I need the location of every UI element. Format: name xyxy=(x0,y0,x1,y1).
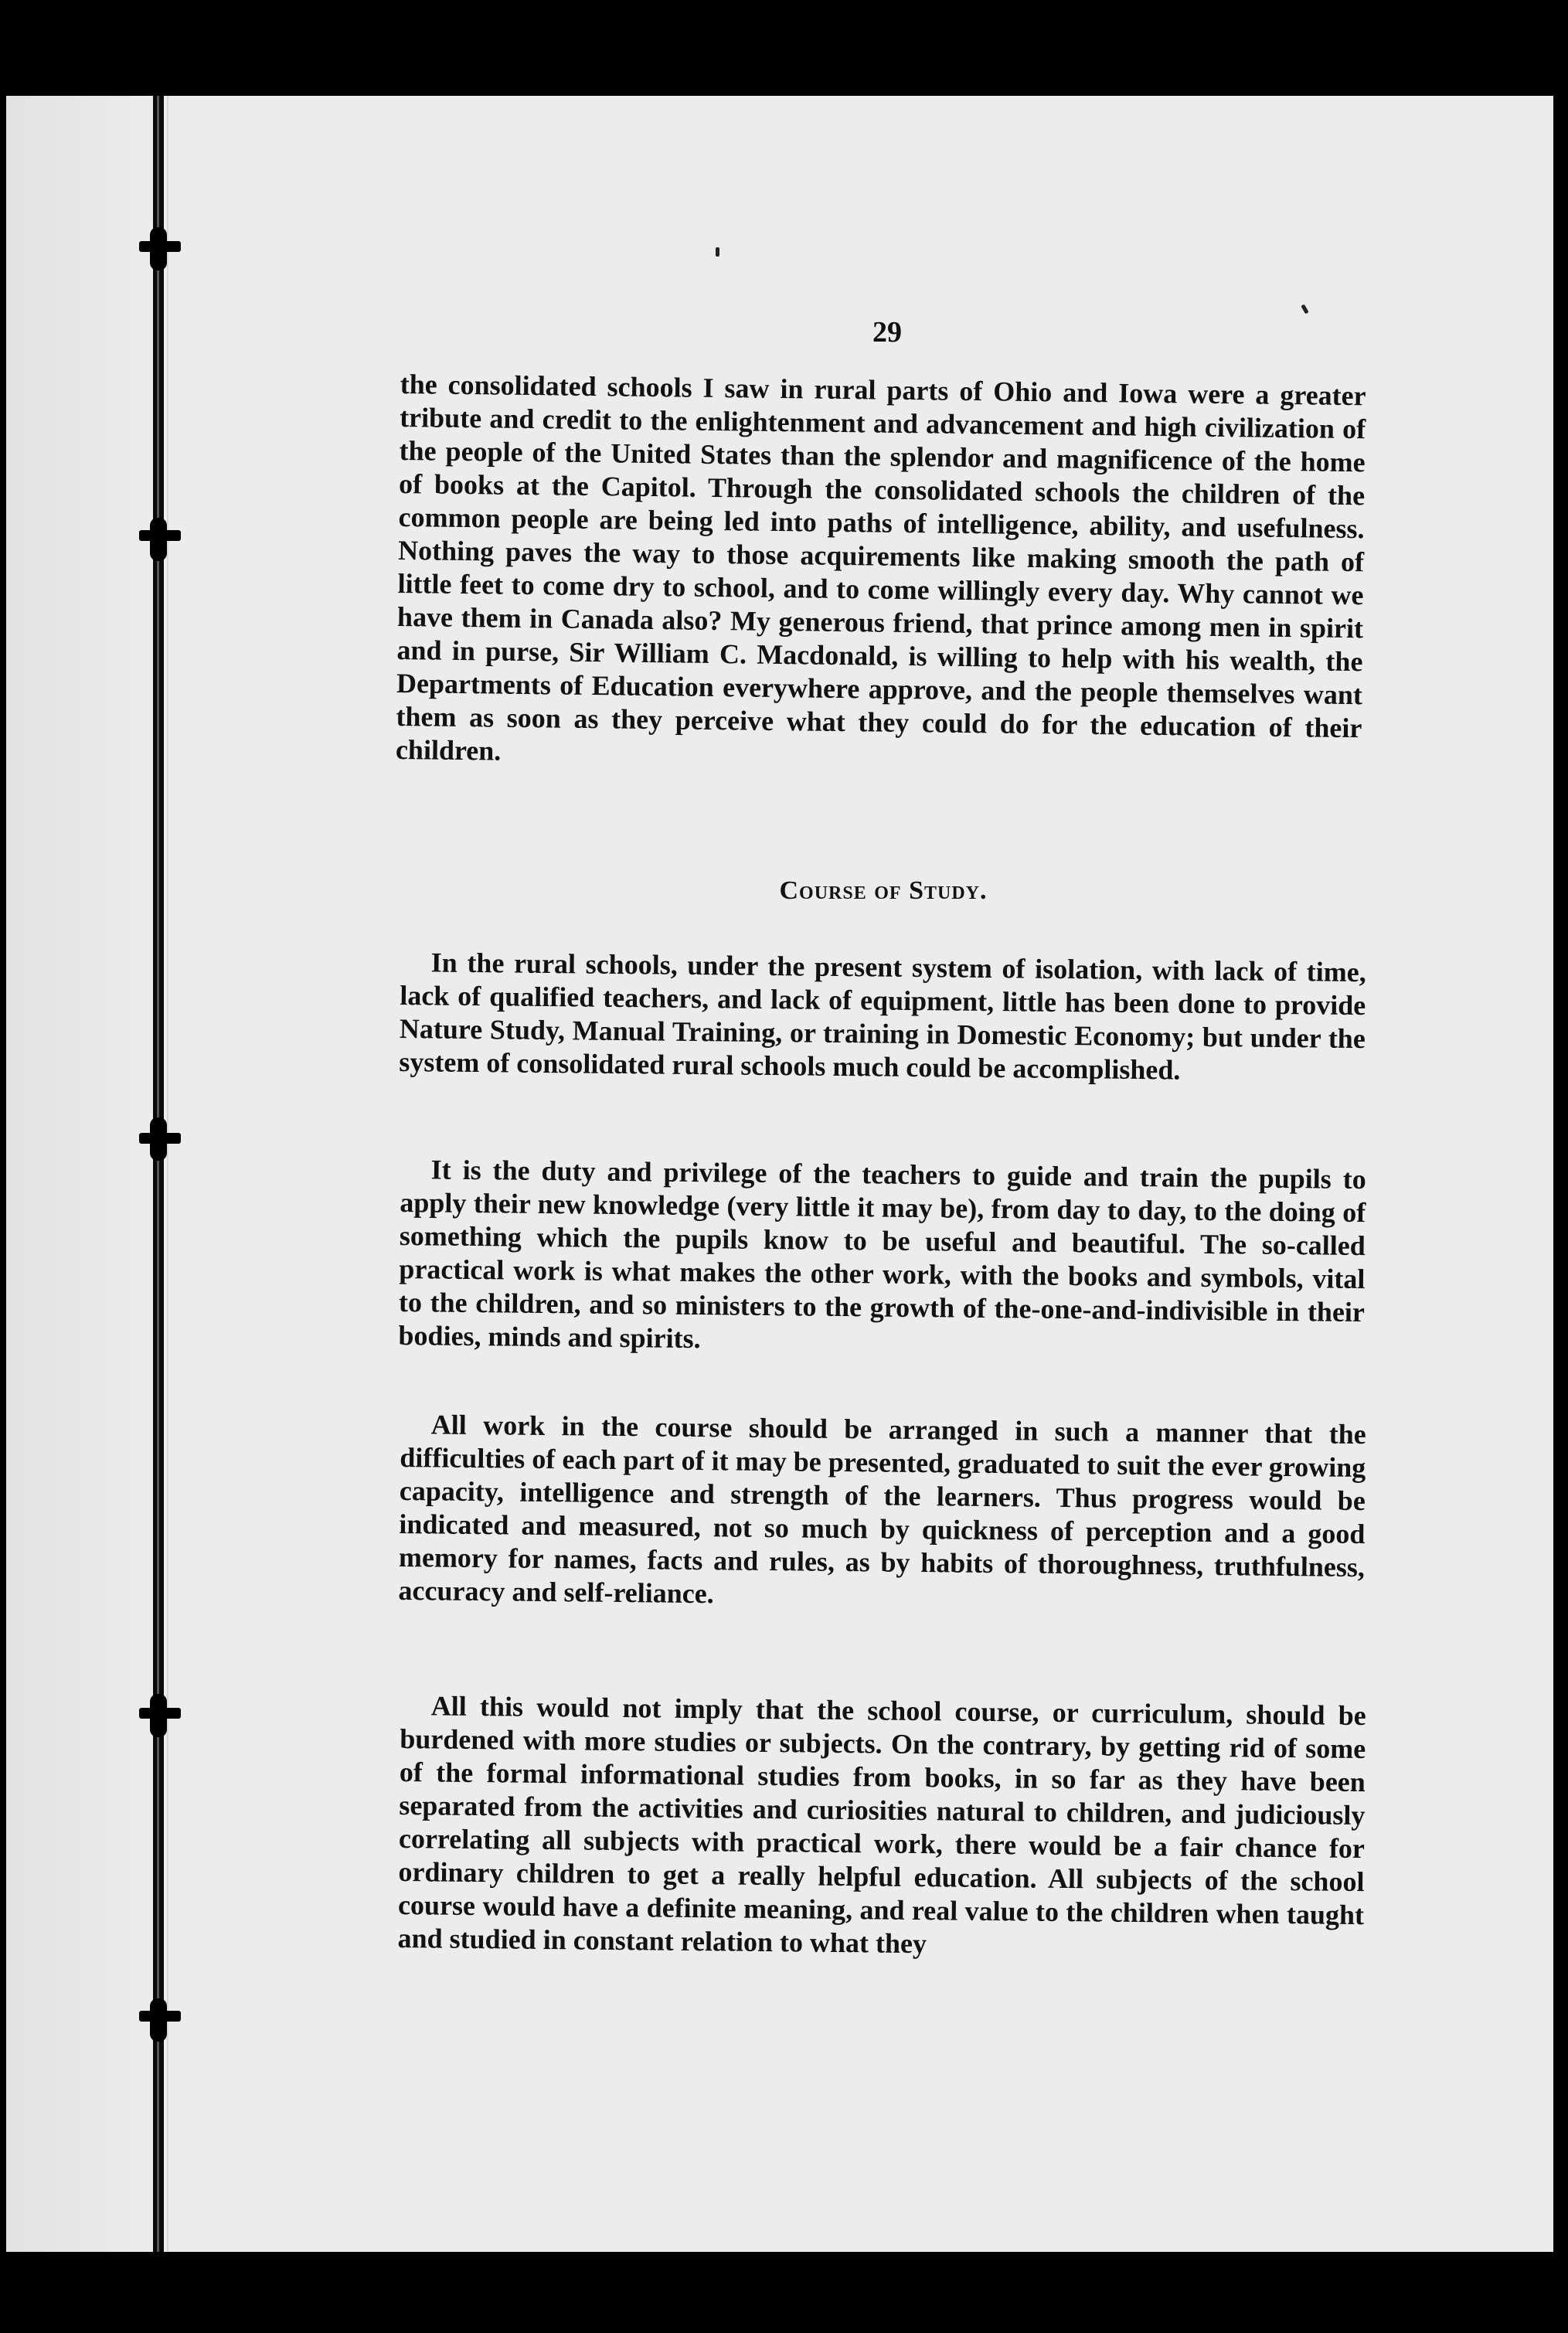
paragraph-rural-schools: In the rural schools, under the present system of isolation, with lack of time, lack of qualified teachers, and lack of equipment, little has been done to provide Nature Study, Manual Training, or training in Domestic Economy; but under the system of consolidated rural schools much could be accomplished. xyxy=(399,947,1366,1086)
paragraph-consolidated-schools: the consolidated schools I saw in rural parts of Ohio and Iowa were a greater tribute and credit to the enlightenment and advancement and high civilization of the people of the United States than the splendor and magnificence of the home of books at the Capitol. Through the consolidated schools the children of the common people are being led into paths of intelligence, ability, and usefulness. Nothing paves the way to those acquirements like making smooth the path of little feet to come dry to school, and to come willingly every day. Why cannot we have them in Canada also? My generous friend, that prince among men in spirit and in purse, Sir William C. Macdonald, is willing to help with his wealth, the Departments of Education everywhere approve, and the people themselves want them as soon as they perceive what they could do for the education of their children. xyxy=(395,368,1366,767)
scan-speck xyxy=(1301,304,1308,315)
section-heading-course-of-study: Course of Study. xyxy=(779,876,988,905)
scan-speck xyxy=(716,247,719,257)
page-binding-edge xyxy=(6,96,168,2252)
binding-stitch xyxy=(150,1998,167,2042)
binding-stitch xyxy=(150,518,167,561)
paragraph-course-arrangement: All work in the course should be arranged in such a manner that the difficulties of each part of it may be presented, graduated to suit the ever growing capacity, intelligence and strength of the learners. Thus progress would be indicated and measured, not so much by quickness of perception and a good memory for names, facts and rules, as by habits of thoroughness, truthfulness, accuracy and self-reliance. xyxy=(398,1409,1366,1610)
binding-gutter-line xyxy=(153,96,164,2252)
scanned-page xyxy=(6,96,1553,2252)
binding-stitch xyxy=(150,1694,167,1737)
binding-stitch xyxy=(150,227,167,270)
paragraph-duty-of-teachers: It is the duty and privilege of the teachers to guide and train the pupils to apply their new knowledge (very little it may be), from day to day, to the doing of something which the pupils know to be useful and beautiful. The so-called practical work is what makes the other work, with the books and symbols, vital to the children, and so ministers to the growth of the-one-and-indivisible in their bodies, minds and spirits. xyxy=(398,1154,1366,1355)
binding-stitch xyxy=(150,1117,167,1161)
page-number: 29 xyxy=(872,316,902,349)
paragraph-curriculum: All this would not imply that the school course, or curriculum, should be burdened with more studies or subjects. On the contrary, by getting rid of some of the formal informational studies from books, in so far as they have been separated from the activities and curiosities natural to children, and judiciously correlating all subjects with practical work, there would be a fair chance for ordinary children to get a really helpful education. All subjects of the school course would have a definite meaning, and real value to the children when taught and studied in constant relation to what they xyxy=(397,1690,1366,1960)
